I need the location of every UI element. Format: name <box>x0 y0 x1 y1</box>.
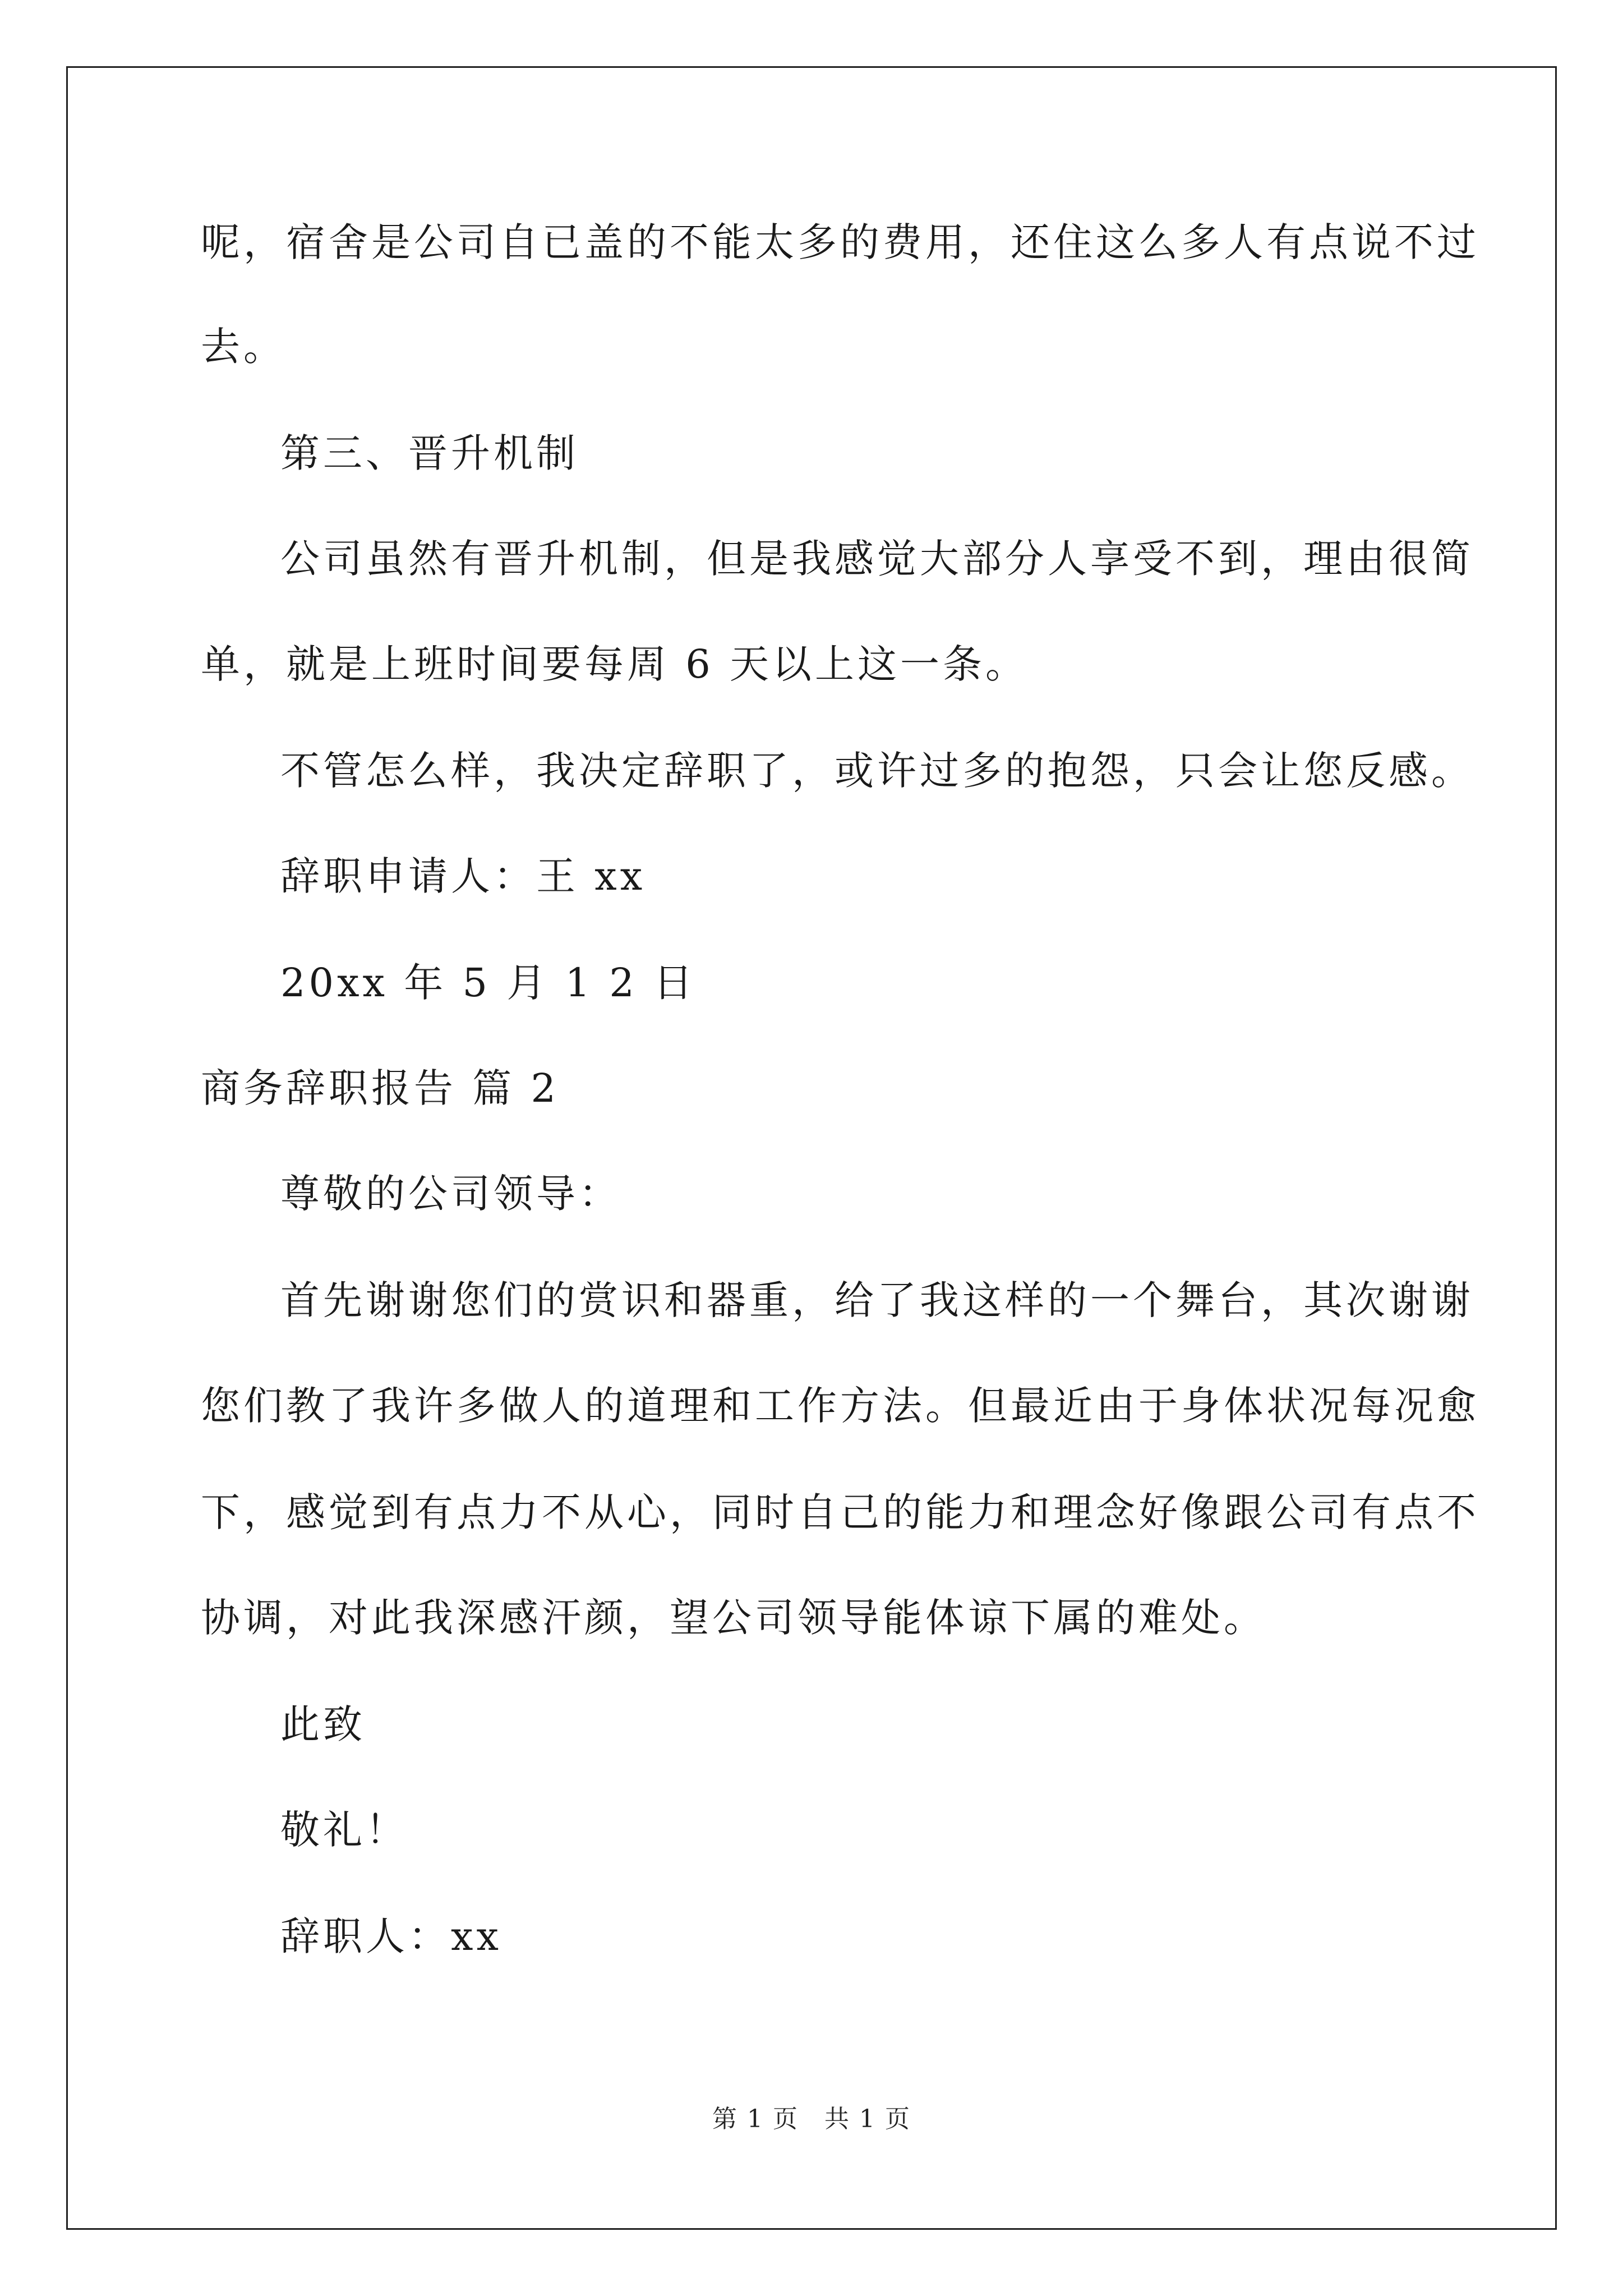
signature-line: 辞职申请人：王 xx <box>280 853 646 899</box>
paragraph-line: 单，就是上班时间要每周 6 天以上这一条。 <box>201 641 1029 687</box>
closing-line: 此致 <box>280 1701 366 1747</box>
page-number: 第 1 页 共 1 页 <box>712 2105 911 2133</box>
date-line: 20xx 年 5 月 1 2 日 <box>280 960 697 1006</box>
paragraph-line: 呢，宿舍是公司自已盖的不能太多的费用，还住这么多人有点说不过 <box>201 219 1479 265</box>
paragraph-line: 下，感觉到有点力不从心，同时自己的能力和理念好像跟公司有点不 <box>201 1489 1479 1535</box>
section-heading: 第三、晋升机制 <box>280 430 579 476</box>
document-title: 商务辞职报告 篇 2 <box>201 1065 560 1111</box>
paragraph-line: 去。 <box>201 324 286 370</box>
page-frame <box>66 66 1557 2230</box>
paragraph-line: 您们教了我许多做人的道理和工作方法。但最近由于身体状况每况愈 <box>201 1383 1479 1429</box>
salutation: 尊敬的公司领导： <box>280 1171 621 1217</box>
paragraph-line: 首先谢谢您们的赏识和器重，给了我这样的一个舞台，其次谢谢 <box>280 1277 1474 1323</box>
closing-line: 敬礼！ <box>280 1807 408 1853</box>
paragraph-line: 公司虽然有晋升机制，但是我感觉大部分人享受不到，理由很简 <box>280 536 1474 582</box>
signature-line: 辞职人：xx <box>280 1913 502 1959</box>
paragraph-line: 不管怎么样，我决定辞职了，或许过多的抱怨，只会让您反感。 <box>280 748 1474 794</box>
paragraph-line: 协调，对此我深感汗颜，望公司领导能体谅下属的难处。 <box>201 1595 1266 1641</box>
